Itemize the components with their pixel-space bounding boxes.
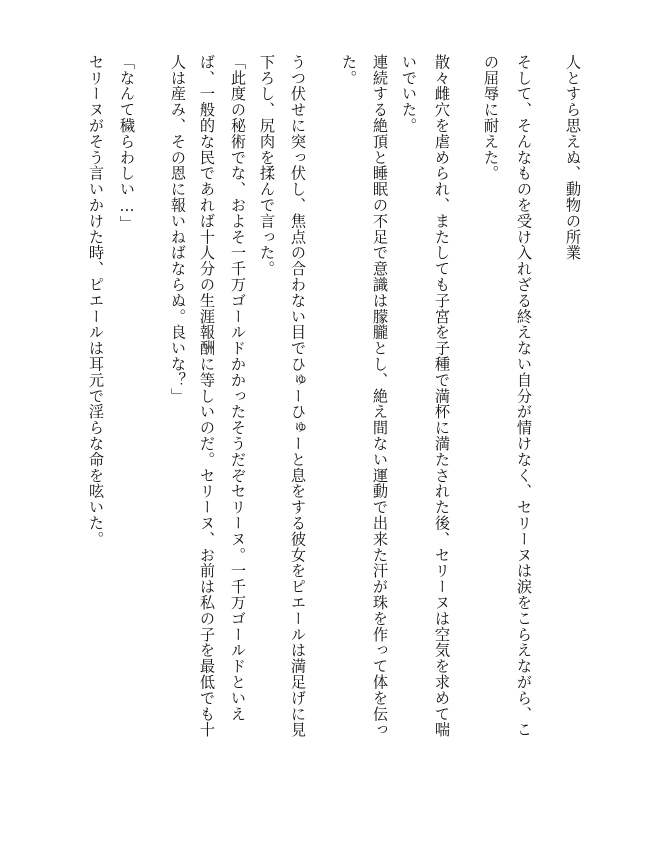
text-line-8: うつ伏せに突っ伏し、焦点の合わない目でひゅーひゅーと息をする彼女をピエールは満足げに見: [289, 54, 307, 738]
text-line-13: 「なんて穢らわしい…」: [118, 54, 136, 232]
text-line-6: 連続する絶頂と睡眠の不足で意識は朦朧とし、絶え間ない運動で出来た汗が珠を作って体を伝っ: [371, 54, 389, 738]
text-line-14: セリーヌがそう言いかけた時、ピエールは耳元で淫らな命を呟いた。: [87, 54, 105, 547]
text-line-12: 人は産み、その恩に報いねばならぬ。良いな？」: [169, 54, 187, 404]
text-line-11: ば、一般的な民であれば十人分の生涯報酬に等しいのだ。セリーヌ、お前は私の子を最低でも十: [198, 54, 216, 738]
text-line-1: 人とすら思えぬ、動物の所業: [564, 54, 582, 261]
text-line-5: いでいた。: [400, 54, 418, 134]
text-line-3: の屈辱に耐えた。: [482, 54, 500, 182]
text-line-10: 「此度の秘術でな、およそ一千万ゴールドかかったそうだぞセリーヌ。一千万ゴールドといえ: [229, 54, 247, 722]
text-line-2: そして、そんなものを受け入れざる終えない自分が情けなく、セリーヌは涙をこらえながら、こ: [515, 54, 533, 738]
text-line-7: た。: [340, 54, 358, 86]
text-line-4: 散々雌穴を虐められ、またしても子宮を子種で満杯に満たされた後、セリーヌは空気を求めて喘: [433, 54, 451, 738]
text-line-9: 下ろし、尻肉を揉んで言った。: [258, 54, 276, 277]
